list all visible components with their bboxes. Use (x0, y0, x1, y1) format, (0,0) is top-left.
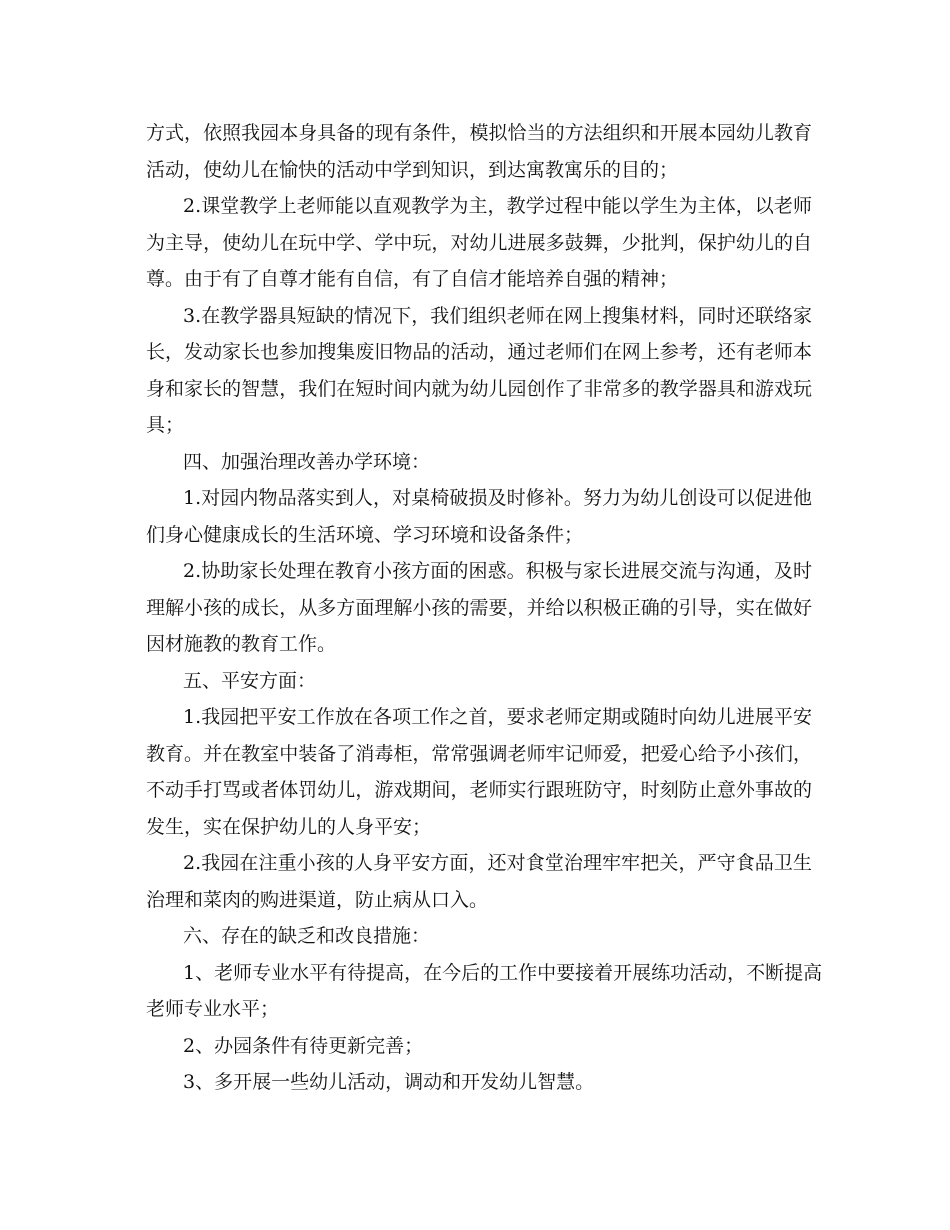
text-line: 老师专业水平； (146, 998, 280, 1020)
text-line: 3、多开展一些幼儿活动，调动和开发幼儿智慧。 (183, 1071, 595, 1093)
text-line: 治理和菜肉的购进渠道，防止病从口入。 (146, 888, 489, 911)
text-line: 2、办园条件有待更新完善； (183, 1034, 424, 1057)
section-heading: 五、平安方面： (183, 669, 317, 692)
text-line: 2.课堂教学上老师能以直观教学为主，教学过程中能以学生为主体，以老师 (183, 195, 812, 217)
text-line: 1.我园把平安工作放在各项工作之首，要求老师定期或随时向幼儿进展平安 (183, 706, 812, 728)
text-line: 因材施教的教育工作。 (146, 633, 337, 655)
text-line: 们身心健康成长的生活环境、学习环境和设备条件； (146, 523, 584, 546)
text-line: 1、老师专业水平有待提高，在今后的工作中要接着开展练功活动，不断提高 (183, 961, 823, 984)
document-page (146, 115, 823, 1101)
text-line: 2.我园在注重小孩的人身平安方面，还对食堂治理牢牢把关，严守食品卫生 (183, 852, 812, 874)
text-line: 2.协助家长处理在教育小孩方面的困惑。积极与家长进展交流与沟通，及时 (183, 560, 812, 582)
text-line: 方式，依照我园本身具备的现有条件，模拟恰当的方法组织和开展本园幼儿教育 (146, 122, 812, 144)
text-line: 具； (146, 414, 185, 436)
section-heading: 四、加强治理改善办学环境： (183, 450, 431, 473)
text-line: 3.在教学器具短缺的情况下，我们组织老师在网上搜集材料，同时还联络家 (183, 304, 812, 327)
text-line: 发生，实在保护幼儿的人身平安； (146, 815, 432, 838)
section-heading: 六、存在的缺乏和改良措施： (183, 925, 431, 947)
text-line: 教育。并在教室中装备了消毒柜，常常强调老师牢记师爱，把爱心给予小孩们， (146, 742, 812, 765)
text-line: 理解小孩的成长，从多方面理解小孩的需要，并给以积极正确的引导，实在做好 (146, 596, 812, 619)
text-line: 长，发动家长也参加搜集废旧物品的活动，通过老师们在网上参考，还有老师本 (146, 341, 812, 363)
text-line: 不动手打骂或者体罚幼儿，游戏期间，老师实行跟班防守，时刻防止意外事故的 (146, 779, 812, 801)
text-line: 1.对园内物品落实到人，对桌椅破损及时修补。努力为幼儿创设可以促进他 (183, 487, 812, 509)
text-line: 为主导，使幼儿在玩中学、学中玩，对幼儿进展多鼓舞，少批判，保护幼儿的自 (146, 231, 812, 254)
text-line: 身和家长的智慧，我们在短时间内就为幼儿园创作了非常多的教学器具和游戏玩 (146, 377, 812, 400)
text-line: 活动，使幼儿在愉快的活动中学到知识，到达寓教寓乐的目的； (146, 158, 679, 181)
text-line: 尊。由于有了自尊才能有自信，有了自信才能培养自强的精神； (146, 268, 679, 290)
